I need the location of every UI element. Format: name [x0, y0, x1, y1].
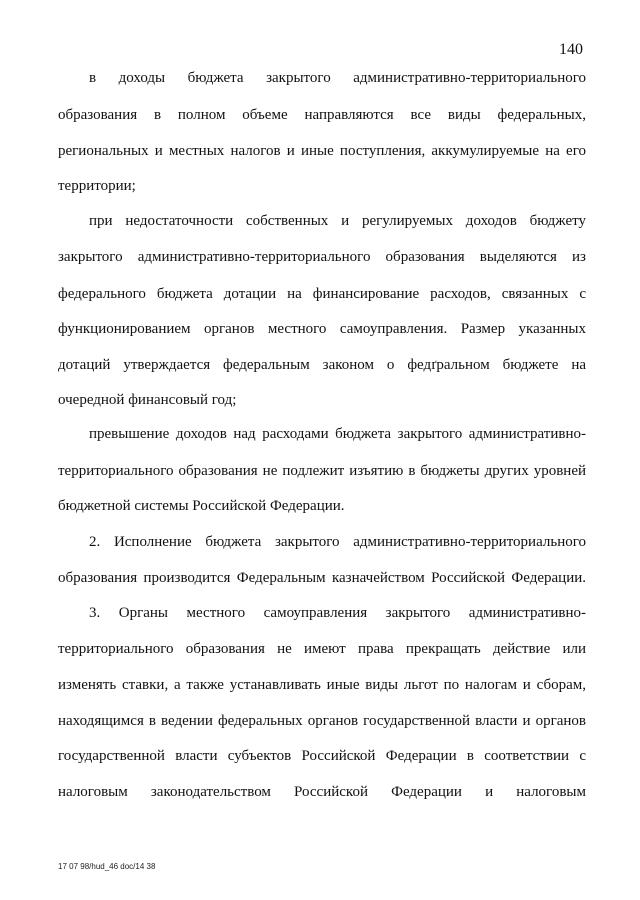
text-line: очередной финансовый год;	[58, 392, 237, 408]
text-line: при недостаточности собственных и регулируемых доходов бюджету	[89, 213, 586, 229]
text-line: государственной власти субъектов Российской Федерации в соответствии с	[58, 748, 586, 764]
page-number: 140	[559, 41, 583, 58]
text-line: образования производится Федеральным казначейством Российской Федерации.	[58, 570, 586, 586]
text-line: территории;	[58, 178, 136, 194]
text-line: превышение доходов над расходами бюджета закрытого административно-	[89, 426, 586, 442]
text-line: территориального образования не подлежит изъятию в бюджеты других уровней	[58, 463, 586, 479]
text-line: образования в полном объеме направляются все виды федеральных,	[58, 107, 586, 123]
text-line: 3. Органы местного самоуправления закрытого административно-	[89, 605, 586, 621]
text-line: 2. Исполнение бюджета закрытого административно-территориального	[89, 534, 586, 550]
text-line: в доходы бюджета закрытого административно-территориального	[89, 70, 586, 86]
document-footer: 17 07 98/hud_46 doc/14 38	[58, 862, 156, 871]
text-line: находящимся в ведении федеральных органов государственной власти и органов	[58, 713, 586, 729]
text-line: функционированием органов местного самоуправления. Размер указанных	[58, 321, 586, 337]
text-line: изменять ставки, а также устанавливать иные виды льгот по налогам и сборам,	[58, 677, 586, 693]
text-line: закрытого административно-территориального образования выделяются из	[58, 249, 586, 265]
text-line: налоговым законодательством Российской Федерации и налоговым	[58, 784, 586, 800]
text-line: бюджетной системы Российской Федерации.	[58, 498, 345, 514]
text-line: территориального образования не имеют права прекращать действие или	[58, 641, 586, 657]
text-line: федерального бюджета дотации на финансирование расходов, связанных с	[58, 286, 586, 302]
text-line: дотаций утверждается федеральным законом о федґральном бюджете на	[58, 357, 586, 373]
text-line: региональных и местных налогов и иные поступления, аккумулируемые на его	[58, 143, 586, 159]
